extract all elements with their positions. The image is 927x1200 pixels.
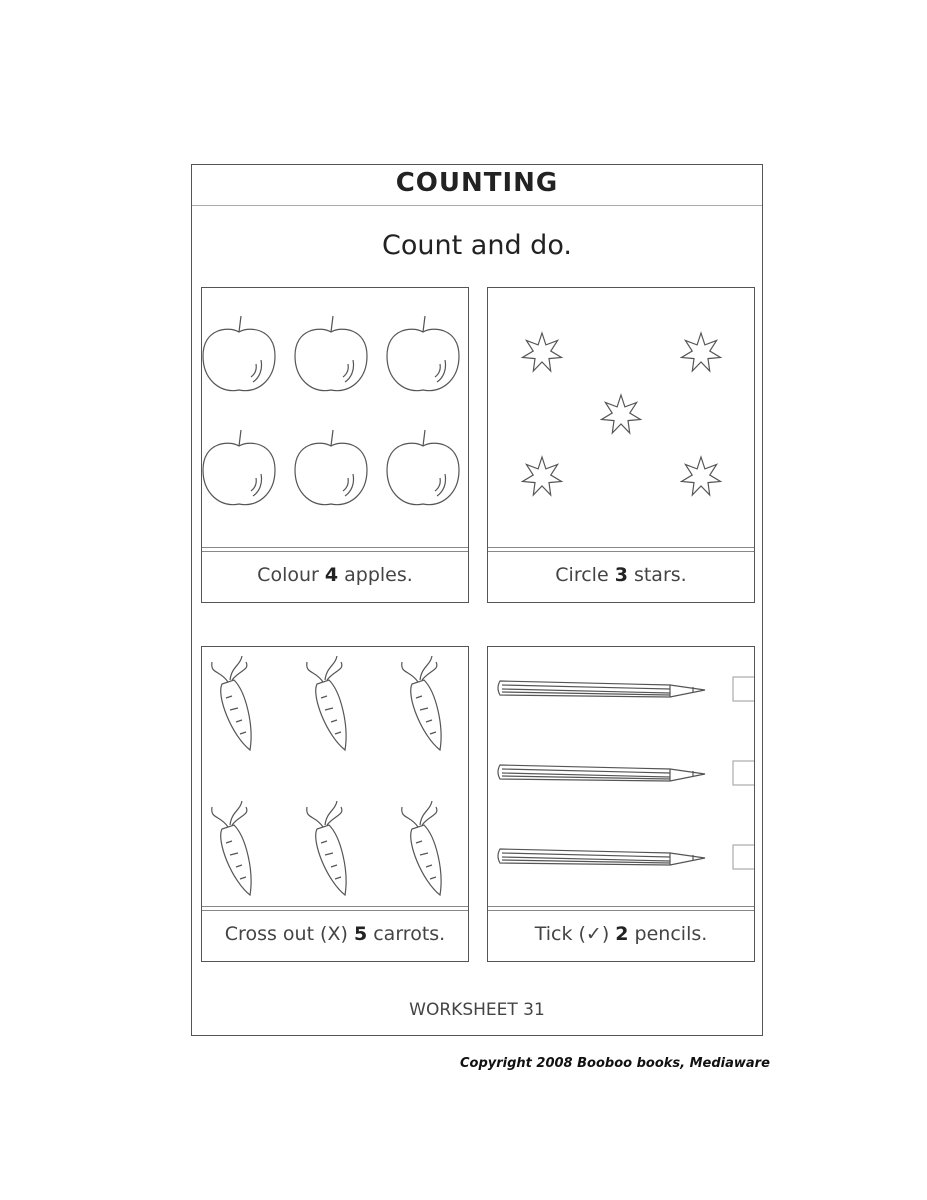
copyright: Copyright 2008 Booboo books, Mediaware — [460, 1056, 770, 1071]
star-icon — [682, 333, 721, 371]
caption-divider — [488, 547, 754, 552]
pencils-caption — [488, 923, 754, 945]
instruction: Count and do. — [382, 230, 572, 261]
caption-divider — [202, 906, 468, 911]
caption-text: carrots. — [367, 923, 446, 945]
pencil-icon — [498, 845, 754, 869]
caption-text: Cross out (X) — [224, 923, 354, 945]
carrot-icons — [202, 647, 468, 905]
star-icon — [523, 457, 562, 495]
caption-number: 5 — [353, 923, 368, 945]
page-title: COUNTING — [395, 168, 559, 198]
caption-divider — [488, 906, 754, 911]
caption-text: pencils. — [628, 923, 708, 945]
pencil-icons — [488, 647, 754, 905]
worksheet-number: WORKSHEET 31 — [409, 1000, 545, 1020]
star-icons — [488, 288, 754, 546]
carrots-caption — [202, 923, 468, 945]
apples-panel — [201, 287, 469, 603]
caption-text: Tick (✓) — [534, 923, 616, 945]
stars-panel — [487, 287, 755, 603]
carrot-icon — [307, 656, 346, 750]
caption-text: Circle — [555, 564, 615, 586]
apple-icon — [387, 430, 459, 505]
pencils-panel — [487, 646, 755, 962]
title-divider — [192, 205, 762, 206]
star-icon — [682, 457, 721, 495]
pencil-icon — [498, 761, 754, 785]
apple-icon — [203, 430, 275, 505]
caption-number: 2 — [615, 923, 629, 945]
carrot-icon — [212, 801, 251, 895]
caption-text: apples. — [338, 564, 413, 586]
caption-divider — [202, 547, 468, 552]
pencil-icon — [498, 677, 754, 701]
carrots-panel — [201, 646, 469, 962]
apple-icon — [203, 316, 275, 391]
apple-icon — [295, 316, 367, 391]
apple-icon — [295, 430, 367, 505]
carrot-icon — [402, 656, 441, 750]
apple-icon — [387, 316, 459, 391]
caption-number: 3 — [614, 564, 628, 586]
star-icon — [602, 395, 641, 433]
carrot-icon — [402, 801, 441, 895]
caption-number: 4 — [324, 564, 339, 586]
stars-caption — [488, 564, 754, 586]
caption-text: Colour — [257, 564, 325, 586]
star-icon — [523, 333, 562, 371]
caption-text: stars. — [627, 564, 687, 586]
apples-caption — [202, 564, 468, 586]
carrot-icon — [212, 656, 251, 750]
apple-icons — [202, 288, 468, 546]
carrot-icon — [307, 801, 346, 895]
